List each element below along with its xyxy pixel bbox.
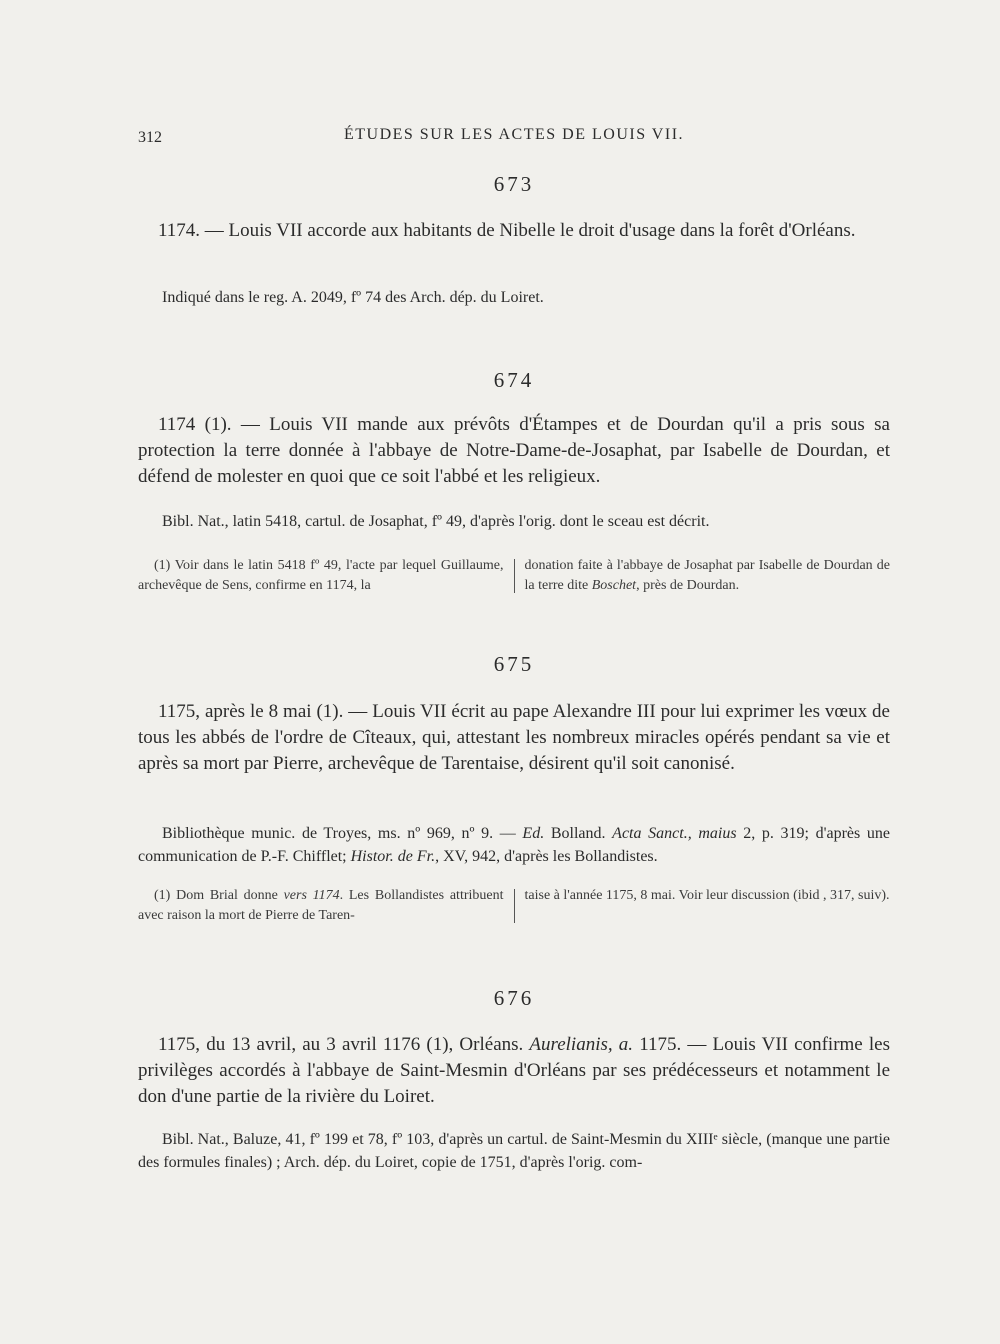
- footnote-674-right-end: , près de Dourdan.: [636, 578, 740, 593]
- entry-text-676: [138, 1032, 890, 1110]
- source-675-part: Bolland.: [544, 825, 613, 842]
- footnote-674: [138, 556, 890, 596]
- footnote-675: [138, 886, 890, 926]
- entry-676-part: 1175, du 13 avril, au 3 avril 1176 (1), Orléans.: [158, 1034, 530, 1055]
- source-675-italic: Ed.: [522, 825, 545, 842]
- entry-number-676: 676: [493, 986, 535, 1010]
- entry-source-674: Bibl. Nat., latin 5418, cartul. de Josaphat, fº 49, d'après l'orig. dont le sceau est décrit.: [162, 513, 710, 530]
- entry-source-675: [138, 822, 890, 868]
- footnote-674-left: (1) Voir dans le latin 5418 fº 49, l'acte par lequel Guillaume, archevêque de Sens, confirme en 1174, la: [138, 558, 504, 593]
- footnote-674-right: [515, 556, 891, 596]
- source-675-part: Bibliothèque munic. de Troyes, ms. nº 969, nº 9. —: [162, 825, 523, 842]
- entry-number-673: 673: [493, 172, 535, 196]
- entry-number-674: 674: [493, 368, 535, 392]
- footnote-674-right-italic: Boschet: [591, 578, 637, 593]
- entry-source-676: Bibl. Nat., Baluze, 41, fº 199 et 78, fº 103, d'après un cartul. de Saint-Mesmin du XIIIᵉ siècle, (manque une partie des formules finales) ; Arch. dép. du Loiret, copie de 1751, d'après l'orig. com-: [138, 1131, 890, 1171]
- source-675-italic: Acta Sanct., maius: [612, 825, 737, 842]
- entry-text-673: 1174. — Louis VII accorde aux habitants de Nibelle le droit d'usage dans la forêt d'Orléans.: [158, 220, 856, 241]
- running-head: [138, 126, 890, 150]
- footnote-675-left-end: . Les Bollandistes attribuent avec raison la mort de Pierre de Taren-: [138, 888, 504, 923]
- entry-source-673: Indiqué dans le reg. A. 2049, fº 74 des Arch. dép. du Loiret.: [162, 289, 544, 306]
- footnote-675-left-italic: vers 1174: [283, 888, 340, 903]
- footnote-675-left: [138, 886, 514, 926]
- page-number: 312: [138, 129, 162, 146]
- entry-text-675: 1175, après le 8 mai (1). — Louis VII écrit au pape Alexandre III pour lui exprimer les vœux de tous les abbés de l'ordre de Cîteaux, qui, attestant les nombreux miracles opérés pendant sa vie et après sa mort par Pierre, archevêque de Tarentaise, désirent qu'il soit canonisé.: [138, 701, 890, 774]
- entry-text-674: 1174 (1). — Louis VII mande aux prévôts d'Étampes et de Dourdan qu'il a pris sous sa protection la terre donnée à l'abbaye de Notre-Dame-de-Josaphat, par Isabelle de Dourdan, et défend de molester en quoi que ce soit l'abbé et les religieux.: [138, 414, 890, 487]
- entry-number-675: 675: [493, 652, 535, 676]
- source-675-part: 2, p. 319; d'après une communication de P.-F. Chifflet;: [138, 825, 891, 865]
- footnote-675-left-text: (1) Dom Brial donne: [154, 888, 284, 903]
- source-675-part: , XV, 942, d'après les Bollandistes.: [435, 848, 658, 865]
- running-title: ÉTUDES SUR LES ACTES DE LOUIS VII.: [343, 126, 685, 143]
- footnote-675-right: taise à l'année 1175, 8 mai. Voir leur discussion (ibid , 317, suiv).: [524, 888, 890, 903]
- footnote-674-right-text: donation faite à l'abbaye de Josaphat par Isabelle de Dourdan de la terre dite: [524, 558, 890, 593]
- entry-676-italic: Aurelianis, a.: [529, 1034, 634, 1055]
- entry-676-part: 1175. — Louis VII confirme les privilèges accordés à l'abbaye de Saint-Mesmin d'Orléans par ses prédécesseurs et notamment le don d'une partie de la rivière du Loiret.: [138, 1034, 890, 1107]
- source-675-italic: Histor. de Fr.: [350, 848, 436, 865]
